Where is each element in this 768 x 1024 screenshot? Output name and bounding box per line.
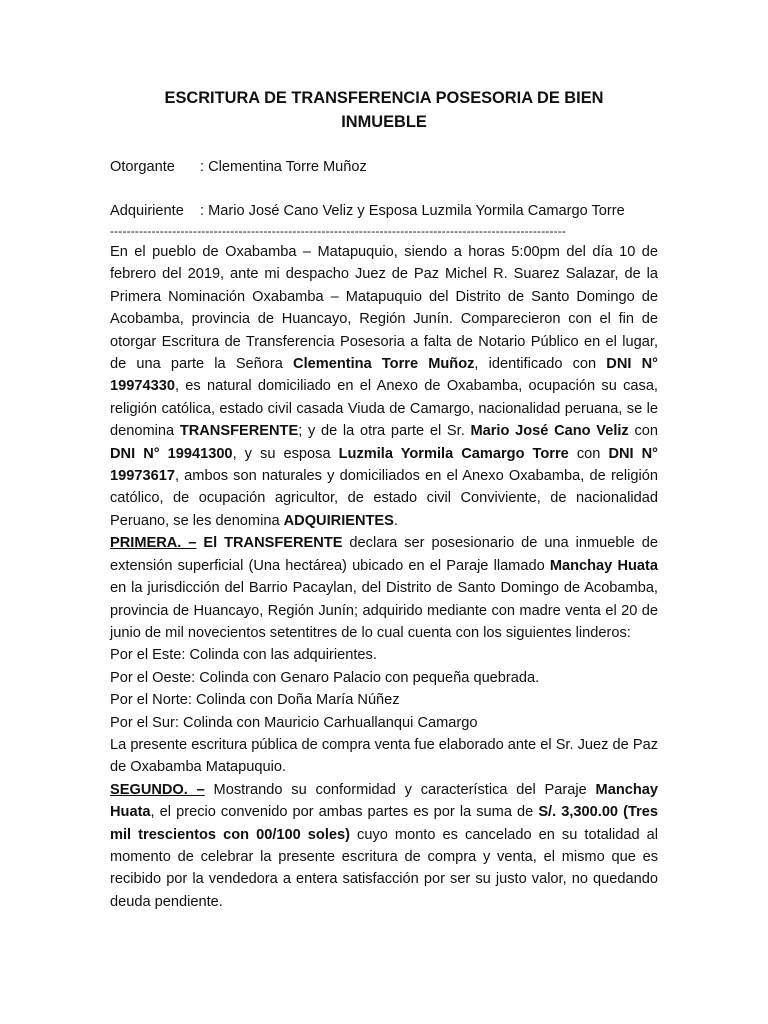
document-title (100, 86, 668, 134)
intro-text-2: , identificado con (474, 356, 607, 373)
primera-transferente: El TRANSFERENTE (196, 535, 343, 552)
otorgante-value: : Clementina Torre Muñoz (200, 159, 367, 175)
intro-text-7: con (568, 445, 609, 462)
lindero-norte: Por el Norte: Colinda con Doña María Núñez (110, 692, 400, 709)
segundo-text-3: cuyo monto es cancelado en su totalidad al momento de celebrar la presente escritura de compra y venta, el mismo que es recibido por la vendedora a entera satisfacción por ser su justo valor, no quedando deuda pendiente. (110, 826, 658, 910)
intro-paragraph (110, 241, 658, 532)
title-line-2: INMUEBLE (341, 113, 427, 131)
intro-text-1: En el pueblo de Oxabamba – Matapuquio, siendo a horas 5:00pm del día 10 de febrero del 2019, ante mi despacho Juez de Paz Michel R. Suarez Salazar, de la Primera Nominación Oxabamba – Matapuquio del Distrito de Santo Domingo de Acobamba, provincia de Huancayo, Región Junín. Comparecieron con el fin de otorgar Escritura de Transferencia Posesoria a falta de Notario Público en el lugar, de una parte la Señora (110, 244, 658, 373)
adquiriente-2-name: Luzmila Yormila Camargo Torre (338, 445, 569, 462)
adquiriente-row (110, 201, 625, 221)
transferente-name: Clementina Torre Muñoz (293, 356, 475, 373)
intro-text-5: con (628, 423, 658, 440)
transferente-dni: DNI N° 19974330 (110, 356, 658, 395)
segundo-price: S/. 3,300.00 (Tres mil trescientos con 00/100 soles) (110, 804, 658, 843)
otorgante-label: Otorgante (110, 159, 175, 175)
segundo-clause (110, 779, 658, 913)
adquiriente-2-dni: DNI N° 19973617 (110, 445, 659, 485)
intro-text-4: ; y de la otra parte el Sr. (298, 423, 471, 440)
intro-text-6: , y su esposa (232, 445, 339, 462)
lindero-este: Por el Este: Colinda con las adquirientes. (110, 647, 377, 664)
document-body (110, 241, 658, 913)
adquiriente-1-dni: DNI N° 19941300 (110, 445, 233, 462)
lindero-sur: Por el Sur: Colinda con Mauricio Carhuallanqui Camargo (110, 714, 478, 731)
intro-text-3: , es natural domiciliado en el Anexo de Oxabamba, ocupación su casa, religión católica, estado civil casada Viuda de Camargo, nacionalidad peruana, se le denomina (110, 378, 658, 440)
title-line-1: ESCRITURA DE TRANSFERENCIA POSESORIA DE BIEN (164, 89, 604, 107)
adquiriente-value: : Mario José Cano Veliz y Esposa Luzmila Yormila Camargo Torre (200, 203, 625, 219)
primera-clause (110, 532, 658, 644)
dashed-separator: -------------------------------------------------------------------------------------------------------------- (110, 224, 567, 238)
escritura-note: La presente escritura pública de compra venta fue elaborado ante el Sr. Juez de Paz de Oxabamba Matapuquio. (110, 736, 658, 776)
adquiriente-1-name: Mario José Cano Veliz (470, 423, 629, 440)
primera-text-2: en la jurisdicción del Barrio Pacaylan, del Distrito de Santo Domingo de Acobamba, provincia de Huancayo, Región Junín; adquirido mediante con madre venta el 20 de junio de mil novecientos setentitres de lo cual cuenta con los siguientes linderos: (110, 580, 658, 641)
primera-text-1: declara ser posesionario de una inmueble de extensión superficial (Una hectárea) ubicado en el Paraje llamado (110, 535, 659, 574)
adquirientes-role: ADQUIRIENTES (283, 512, 394, 529)
primera-paraje: Manchay Huata (549, 557, 658, 574)
primera-heading: PRIMERA. – (110, 535, 197, 552)
transferente-role: TRANSFERENTE (179, 423, 299, 440)
segundo-text-2: , el precio convenido por ambas partes es por la suma de (150, 804, 539, 821)
segundo-paraje: Manchay Huata (110, 781, 658, 821)
segundo-text-1: Mostrando su conformidad y característica del Paraje (204, 781, 596, 798)
lindero-oeste: Por el Oeste: Colinda con Genaro Palacio con pequeña quebrada. (110, 669, 540, 686)
segundo-heading: SEGUNDO. – (110, 781, 205, 798)
adquiriente-label: Adquiriente (110, 203, 184, 219)
otorgante-row (110, 157, 367, 177)
intro-text-9: . (393, 512, 398, 529)
intro-text-8: , ambos son naturales y domiciliados en el Anexo Oxabamba, de religión católico, de ocupación agricultor, de estado civil Conviviente, de nacionalidad Peruano, se les denomina (110, 468, 658, 529)
